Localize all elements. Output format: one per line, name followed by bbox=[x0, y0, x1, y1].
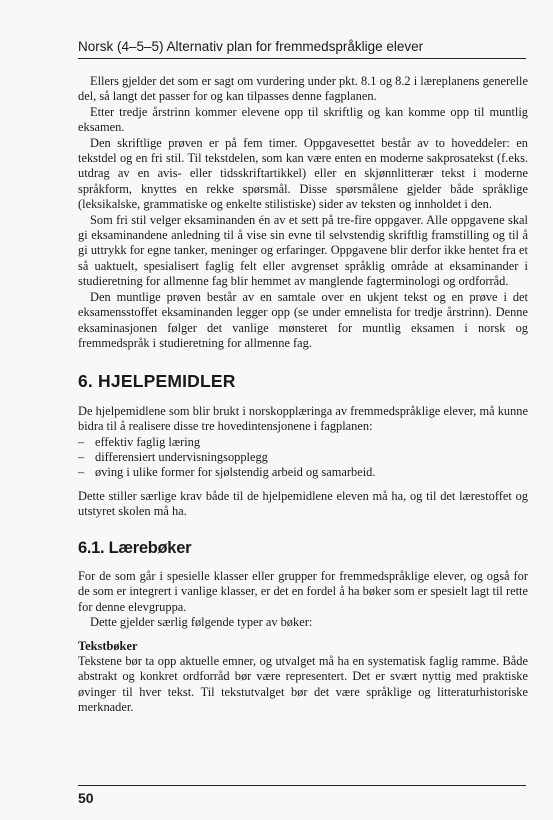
page-number: 50 bbox=[78, 790, 94, 806]
page-body bbox=[78, 74, 528, 716]
intention-list bbox=[78, 435, 528, 481]
subheading-textbooks: Tekstbøker bbox=[78, 638, 138, 653]
paragraph: De hjelpemidlene som blir brukt i norskopplæringa av fremmedspråklige elever, må kunne bidra til å realisere disse tre hovedintensjonene i fagplanen: bbox=[78, 403, 528, 434]
list-item: – effektiv faglig læring bbox=[78, 435, 528, 450]
paragraph: Dette stiller særlige krav både til de hjelpemidlene eleven må ha, og til det lærestoffet og utstyret skolen må ha. bbox=[78, 488, 528, 519]
paragraph: Dette gjelder særlig følgende typer av bøker: bbox=[90, 615, 313, 630]
footer-rule bbox=[78, 785, 526, 786]
paragraph: Som fri stil velger eksaminanden én av et sett på tre-fire oppgaver. Alle oppgavene skal gi eksaminandene anledning til å vise sin evne til selvstendig skriftlig framstilling og til å gi uttrykk for egne tanker, meninger og erfaringer. Oppgavene blir derfor ikke hentet fra et så uaktuelt, spesialisert faglig felt eller avgrenset språklig område at eksaminander i studieretning for allmenne fag blir hemmet av manglende fagterminologi og ordforråd. bbox=[78, 212, 528, 289]
subsection-heading: 6.1. Lærebøker bbox=[78, 538, 192, 557]
paragraph: Tekstene bør ta opp aktuelle emner, og utvalget må ha en systematisk faglig ramme. Både abstrakt og konkret ordforråd bør være representert. Det er svært nyttig med praktiske øvinger til hver tekst. Til tekstutvalget bør det være språklige og litteraturhistoriske merknader. bbox=[78, 654, 528, 715]
paragraph: Den skriftlige prøven er på fem timer. Oppgavesettet består av to hoveddeler: en tekstdel og en fri stil. Til tekstdelen, som kan være enten en moderne sakprosatekst (f.eks. utdrag av en avis- eller tidsskriftartikkel) eller en skjønnlitterær tekst i moderne språkform, knyttes en rekke spørsmål. Disse spørsmålene gjelder både språklige (leksikalske, grammatiske og enkelte stilistiske) sider av teksten og innholdet i den. bbox=[78, 135, 528, 212]
running-header: Norsk (4–5–5) Alternativ plan for fremmedspråklige elever bbox=[78, 39, 526, 59]
list-item: – øving i ulike former for sjølstendig arbeid og samarbeid. bbox=[78, 465, 528, 480]
paragraph: For de som går i spesielle klasser eller grupper for fremmedspråklige elever, og også for de som er integrert i vanlige klasser, er det en fordel å ha bøker som er spesielt lagt til rette for denne elevgruppa. bbox=[78, 568, 528, 614]
paragraph: Den muntlige prøven består av en samtale over en ukjent tekst og en prøve i det eksamensstoffet eksaminanden legger opp (se under emnelista for tredje årstrinn). Denne eksaminasjonen følger det vanlige mønsteret for muntlig eksamen i norsk og fremmedspråk i studieretning for allmenne fag. bbox=[78, 289, 528, 350]
paragraph: Ellers gjelder det som er sagt om vurdering under pkt. 8.1 og 8.2 i læreplanens generelle del, så langt det passer for og kan tilpasses denne fagplanen. bbox=[78, 74, 528, 104]
section-heading: 6. HJELPEMIDLER bbox=[78, 371, 236, 392]
paragraph: Etter tredje årstrinn kommer elevene opp til skriftlig og kan komme opp til muntlig eksamen. bbox=[78, 104, 528, 135]
list-item: – differensiert undervisningsopplegg bbox=[78, 450, 528, 465]
